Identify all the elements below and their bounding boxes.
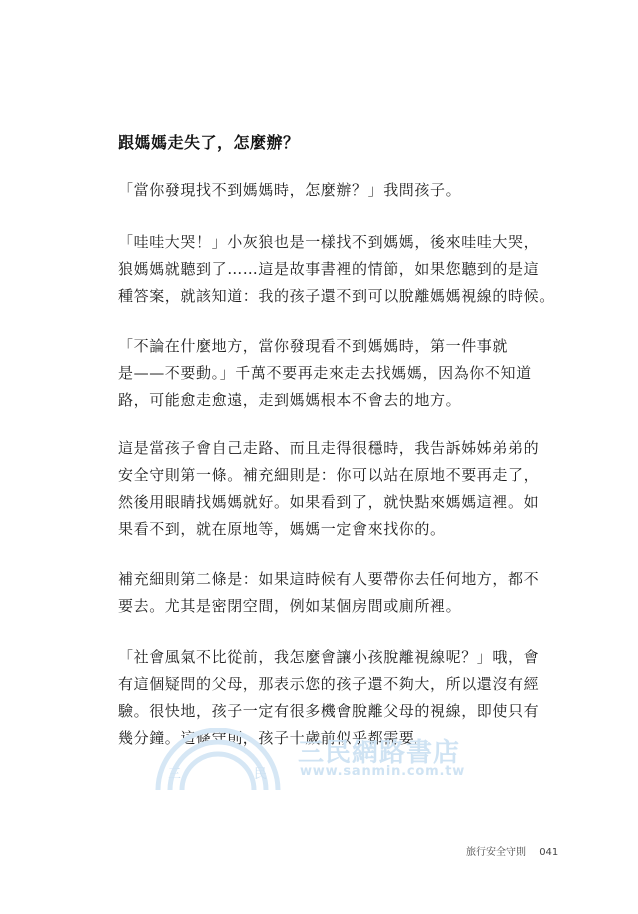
sanmin-watermark — [150, 728, 480, 798]
watermark-char-left: 三 — [168, 767, 182, 782]
paragraph-line: 驗。很快地，孩子一定有很多機會脫離父母的視線，即使只有 — [118, 702, 540, 720]
page-footer — [466, 843, 558, 858]
paragraph-4 — [118, 435, 538, 543]
paragraph-line: 補充細則第二條是：如果這時候有人要帶你去任何地方，都不 — [118, 570, 540, 588]
paragraph-1 — [118, 177, 538, 204]
page-number: 041 — [539, 847, 559, 858]
paragraph-line: 果看不到，就在原地等，媽媽一定會來找你的。 — [118, 520, 446, 538]
paragraph-line: 種答案，就該知道：我的孩子還不到可以脫離媽媽視線的時候。 — [118, 287, 555, 305]
paragraph-line: 路，可能愈走愈遠，走到媽媽根本不會去的地方。 — [118, 391, 462, 409]
paragraph-line: 「當你發現找不到媽媽時，怎麼辦？」我問孩子。 — [118, 181, 462, 199]
running-title: 旅行安全守則 — [466, 847, 526, 858]
paragraph-line: 然後用眼睛找媽媽就好。如果看到了，就快點來媽媽這裡。如 — [118, 493, 540, 511]
watermark-url: www.sanmin.com.tw — [300, 764, 466, 779]
section-heading: 跟媽媽走失了，怎麼辦？ — [118, 133, 300, 152]
paragraph-line: 是——不要動。」千萬不要再走來走去找媽媽，因為你不知道 — [118, 364, 532, 382]
paragraph-line: 要去。尤其是密閉空間，例如某個房間或廁所裡。 — [118, 597, 462, 615]
watermark-char-right: 民 — [254, 767, 268, 782]
paragraph-line: 這是當孩子會自己走路、而且走得很穩時，我告訴姊姊弟弟的 — [118, 439, 540, 457]
paragraph-line: 「社會風氣不比從前，我怎麼會讓小孩脫離視線呢？」哦，會 — [118, 648, 540, 666]
paragraph-line: 安全守則第一條。補充細則是：你可以站在原地不要再走了， — [118, 466, 540, 484]
paragraph-2 — [118, 229, 555, 310]
paragraph-5 — [118, 566, 538, 620]
paragraph-line: 狼媽媽就聽到了……這是故事書裡的情節，如果您聽到的是這 — [118, 260, 540, 278]
paragraph-3 — [118, 333, 538, 414]
paragraph-line: 「哇哇大哭！」小灰狼也是一樣找不到媽媽，後來哇哇大哭， — [118, 233, 540, 251]
paragraph-line: 有這個疑問的父母，那表示您的孩子還不夠大，所以還沒有經 — [118, 675, 540, 693]
watermark-name: 三民網路書店 — [298, 738, 461, 768]
watermark-logo-icon — [150, 728, 300, 798]
paragraph-line: 「不論在什麼地方，當你發現看不到媽媽時，第一件事就 — [118, 337, 509, 355]
paragraph-line: 幾分鐘。這條守則，孩子十歲前似乎都需要。 — [118, 729, 431, 747]
